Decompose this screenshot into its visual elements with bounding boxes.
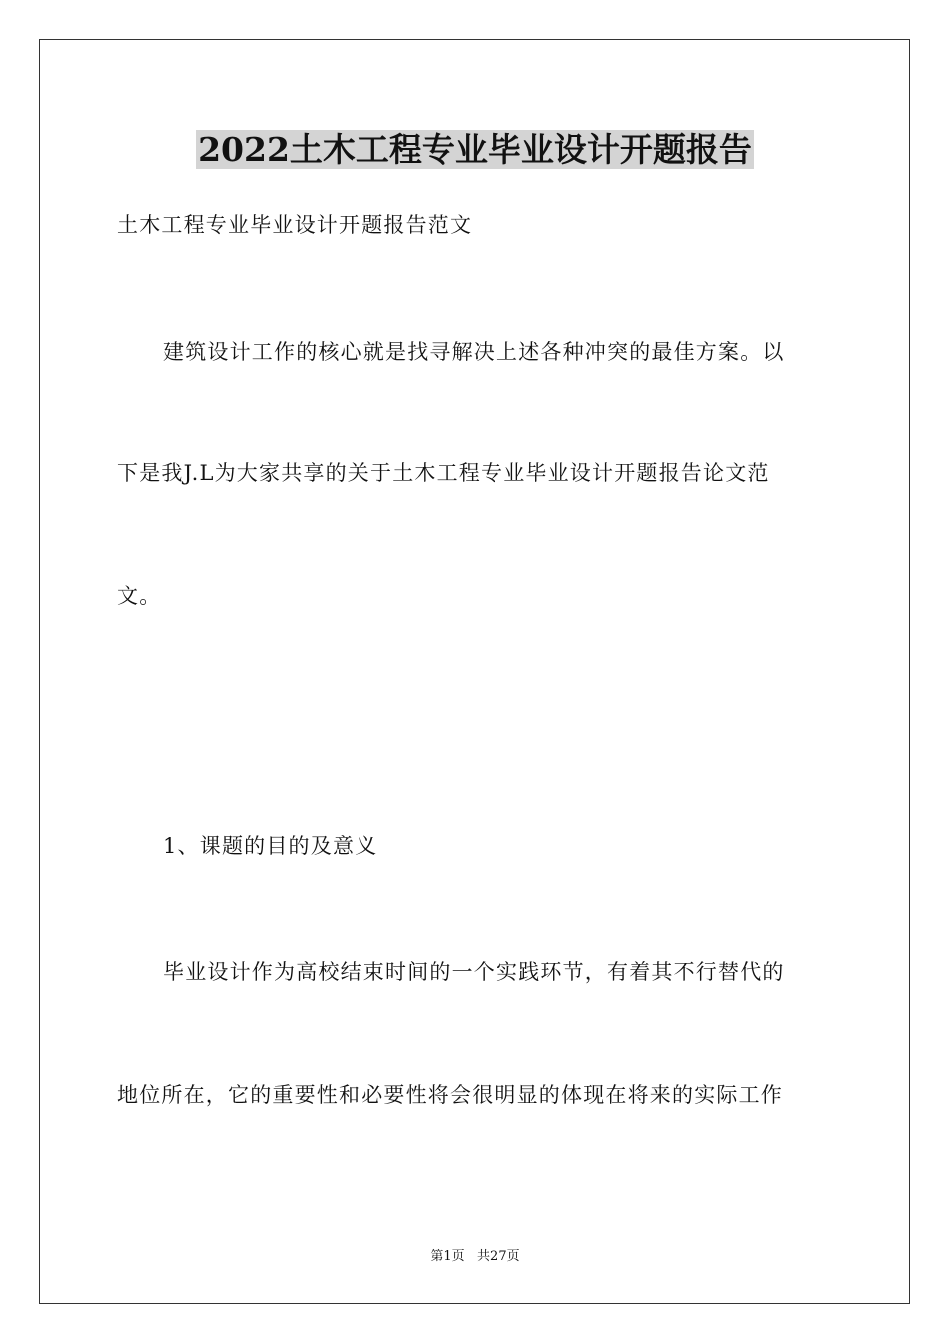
paragraph-line-1: 建筑设计工作的核心就是找寻解决上述各种冲突的最佳方案。以 xyxy=(163,340,785,364)
document-title xyxy=(0,126,950,174)
section-line-2: 地位所在，它的重要性和必要性将会很明显的体现在将来的实际工作 xyxy=(117,1083,783,1107)
paragraph-line-3: 文。 xyxy=(117,584,162,608)
section-line-1: 毕业设计作为高校结束时间的一个实践环节，有着其不行替代的 xyxy=(163,960,785,984)
section-heading: 1、课题的目的及意义 xyxy=(163,834,378,858)
document-subtitle: 土木工程专业毕业设计开题报告范文 xyxy=(117,213,473,237)
paragraph-line-2: 下是我J.L为大家共享的关于土木工程专业毕业设计开题报告论文范 xyxy=(117,461,770,485)
title-text: 2022土木工程专业毕业设计开题报告 xyxy=(198,130,752,169)
page-footer: 第1页 共27页 xyxy=(430,1249,520,1264)
